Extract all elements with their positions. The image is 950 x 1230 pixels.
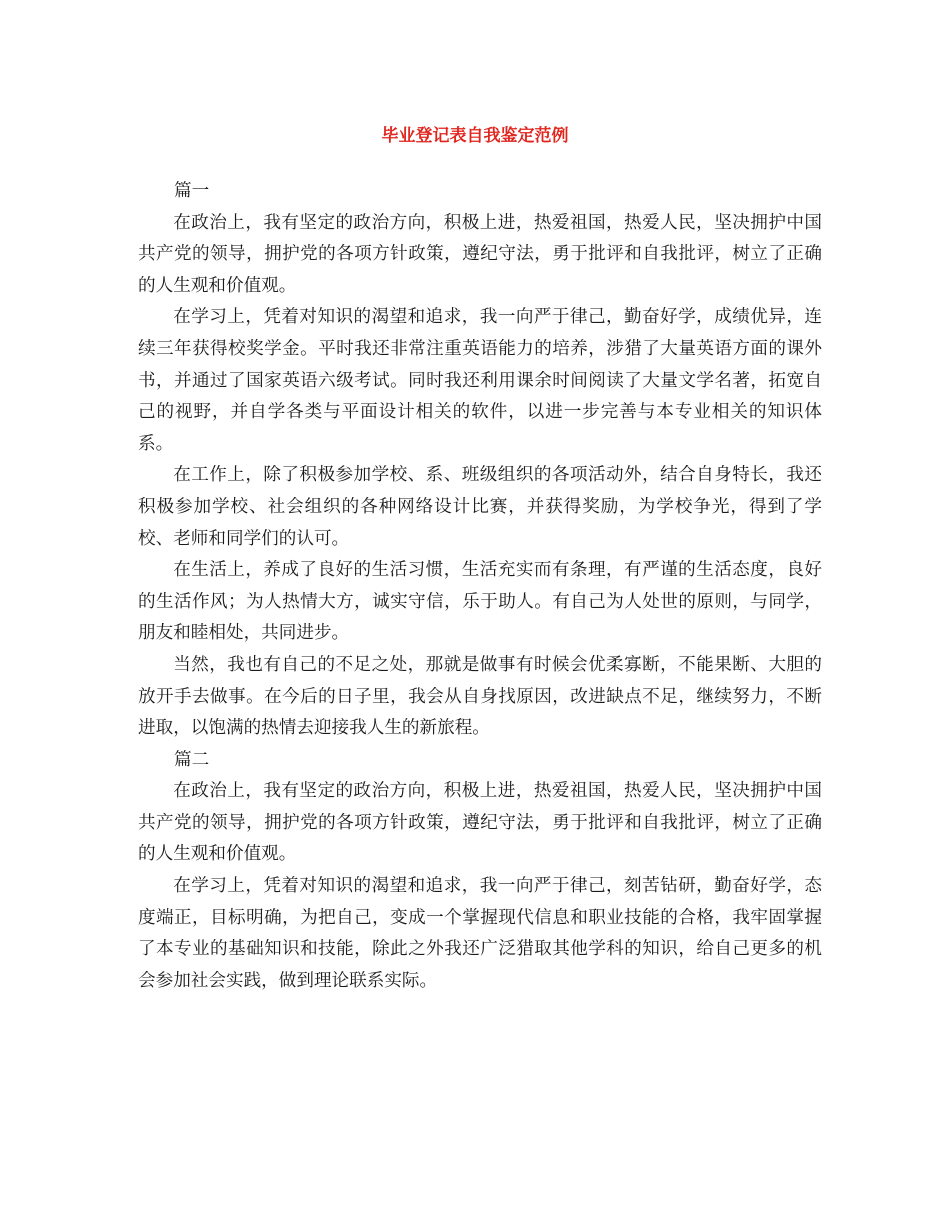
section-heading: 篇一: [174, 181, 210, 201]
paragraph: 当然，我也有自己的不足之处，那就是做事有时候会优柔寡断，不能果断、大胆的放开手去做事。在今后的日子里，我会从自身找原因，改进缺点不足，继续努力，不断进取，以饱满的热情去迎接我人生的新旅程。: [138, 654, 822, 739]
paragraph: 在生活上，养成了良好的生活习惯，生活充实而有条理，有严谨的生活态度，良好的生活作风；为人热情大方，诚实守信，乐于助人。有自己为人处世的原则，与同学，朋友和睦相处，共同进步。: [138, 560, 822, 644]
paragraph: 在政治上，我有坚定的政治方向，积极上进，热爱祖国，热爱人民，坚决拥护中国共产党的领导，拥护党的各项方针政策，遵纪守法，勇于批评和自我批评，树立了正确的人生观和价值观。: [138, 212, 822, 296]
section-1: [138, 176, 822, 745]
paragraph: 在学习上，凭着对知识的渴望和追求，我一向严于律己，勤奋好学，成绩优异，连续三年获得校奖学金。平时我还非常注重英语能力的培养，涉猎了大量英语方面的课外书，并通过了国家英语六级考试。同时我还利用课余时间阅读了大量文学名著，拓宽自己的视野，并自学各类与平面设计相关的软件，以进一步完善与本专业相关的知识体系。: [138, 307, 822, 454]
document-title: 毕业登记表自我鉴定范例: [381, 126, 569, 146]
paragraph: 在工作上，除了积极参加学校、系、班级组织的各项活动外，结合自身特长，我还积极参加学校、社会组织的各种网络设计比赛，并获得奖励，为学校争光，得到了学校、老师和同学们的认可。: [138, 465, 822, 549]
paragraph: 在政治上，我有坚定的政治方向，积极上进，热爱祖国，热爱人民，坚决拥护中国共产党的领导，拥护党的各项方针政策，遵纪守法，勇于批评和自我批评，树立了正确的人生观和价值观。: [138, 781, 822, 865]
section-2: [138, 745, 822, 998]
section-heading: 篇二: [174, 749, 210, 770]
paragraph: 在学习上，凭着对知识的渴望和追求，我一向严于律己，刻苦钻研，勤奋好学，态度端正，目标明确，为把自己，变成一个掌握现代信息和职业技能的合格，我牢固掌握了本专业的基础知识和技能，除此之外我还广泛猎取其他学科的知识，给自己更多的机会参加社会实践，做到理论联系实际。: [138, 876, 822, 991]
document-body: [138, 176, 822, 997]
